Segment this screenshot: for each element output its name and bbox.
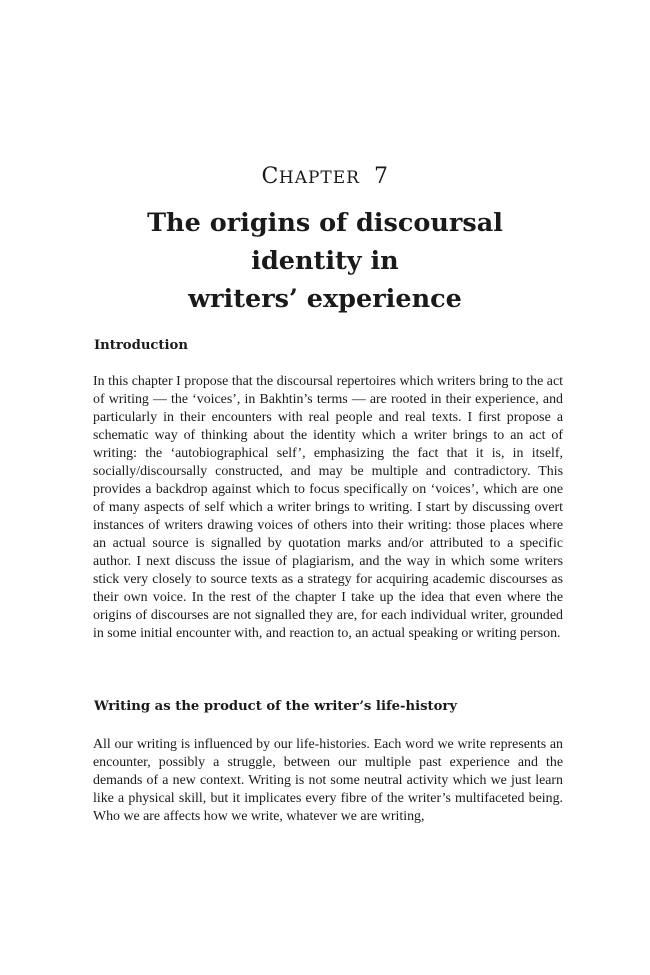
chapter-label-initial: C: [261, 164, 279, 189]
chapter-title-line-2: writers’ experience: [188, 284, 462, 314]
section-heading-introduction: Introduction: [94, 338, 188, 353]
chapter-title: [90, 204, 560, 318]
chapter-title-line-1: The origins of discoursal identity in: [147, 208, 503, 276]
paragraph-introduction: In this chapter I propose that the discoursal repertoires which writers bring to the act of writing — the ‘voices’, in Bakhtin’s terms — are rooted in their experience, and particularly in their encounters with real people and real texts. I first propose a schematic way of thinking about the identity which a writer brings to an act of writing: the ‘autobiographical self’, emphasizing the fact that it is, in itself, socially/discoursally constructed, and may be multiple and contradictory. This provides a backdrop against which to focus specifically on ‘voices’, which are one of many aspects of self which a writer brings to writing. I start by discussing overt instances of writers drawing voices of others into their writing: those places where an actual source is signalled by quotation marks and/or attributed to a specific author. I next discuss the issue of plagiarism, and the way in which some writers stick very closely to source texts as a strategy for acquiring academic discourses as their own voice. In the rest of the chapter I take up the idea that even where the origins of discourses are not signalled they are, for each individual writer, grounded in some initial encounter with, and reaction to, an actual speaking or writing person.: [93, 374, 563, 641]
section-heading-life-history: Writing as the product of the writer’s life-history: [94, 699, 458, 714]
chapter-label: [0, 164, 650, 189]
chapter-number: 7: [373, 164, 389, 189]
paragraph-life-history: All our writing is influenced by our life-histories. Each word we write represents an encounter, possibly a struggle, between our multiple past experience and the demands of a new context. Writing is not some neutral activity which we just learn like a physical skill, but it implicates every fibre of the writer’s multifaceted being. Who we are affects how we write, whatever we are writing,: [93, 737, 563, 824]
chapter-label-word: HAPTER: [278, 168, 360, 188]
